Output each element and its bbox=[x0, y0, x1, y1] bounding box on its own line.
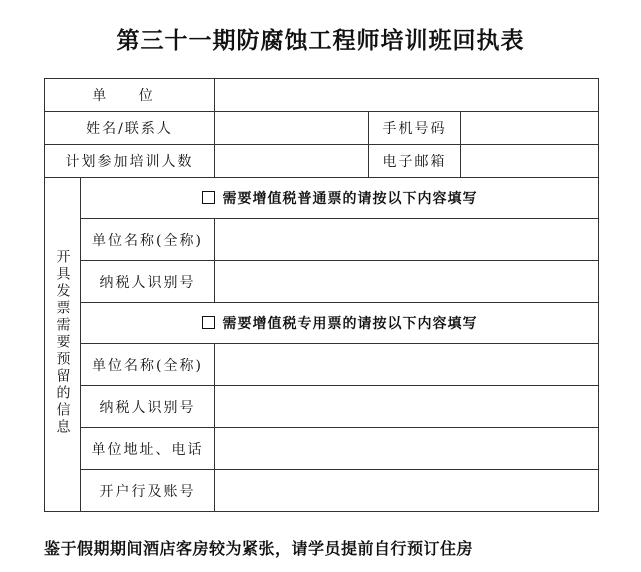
special-address-phone-input-cell[interactable] bbox=[215, 428, 599, 470]
general-invoice-heading-text: 需要增值税普通票的请按以下内容填写 bbox=[222, 191, 478, 207]
trainee-count-input-cell[interactable] bbox=[215, 145, 369, 178]
special-bank-account-input-cell[interactable] bbox=[215, 470, 599, 512]
general-taxpayer-id-input-cell[interactable] bbox=[215, 261, 599, 303]
name-contact-input-cell[interactable] bbox=[215, 112, 369, 145]
special-taxpayer-id-input-cell[interactable] bbox=[215, 386, 599, 428]
special-company-name-label: 单位名称(全称) bbox=[81, 344, 215, 386]
special-bank-account-label: 开户行及账号 bbox=[81, 470, 215, 512]
special-invoice-heading bbox=[81, 303, 599, 344]
footer-note: 鉴于假期期间酒店客房较为紧张，请学员提前自行预订住房 bbox=[44, 539, 474, 558]
mobile-input-cell[interactable] bbox=[461, 112, 599, 145]
unit-input-cell[interactable] bbox=[215, 79, 599, 112]
receipt-form-table bbox=[44, 78, 599, 512]
email-label: 电子邮箱 bbox=[369, 145, 461, 178]
general-company-name-label: 单位名称(全称) bbox=[81, 219, 215, 261]
general-taxpayer-id-label: 纳税人识别号 bbox=[81, 261, 215, 303]
email-input-cell[interactable] bbox=[461, 145, 599, 178]
row-trainee-count bbox=[45, 145, 599, 178]
special-taxpayer-id-label: 纳税人识别号 bbox=[81, 386, 215, 428]
row-unit bbox=[45, 79, 599, 112]
invoice-section-label-cell bbox=[45, 178, 81, 512]
trainee-count-label: 计划参加培训人数 bbox=[45, 145, 215, 178]
general-invoice-heading bbox=[81, 178, 599, 219]
row-general-invoice-heading bbox=[45, 178, 599, 219]
row-name-contact bbox=[45, 112, 599, 145]
special-company-name-input-cell[interactable] bbox=[215, 344, 599, 386]
special-address-phone-label: 单位地址、电话 bbox=[81, 428, 215, 470]
row-special-company-name bbox=[45, 344, 599, 386]
row-special-taxpayer-id bbox=[45, 386, 599, 428]
general-company-name-input-cell[interactable] bbox=[215, 219, 599, 261]
general-invoice-checkbox[interactable] bbox=[202, 191, 215, 204]
unit-label: 单 位 bbox=[45, 79, 215, 112]
name-contact-label: 姓名/联系人 bbox=[45, 112, 215, 145]
special-invoice-checkbox[interactable] bbox=[202, 316, 215, 329]
special-invoice-heading-text: 需要增值税专用票的请按以下内容填写 bbox=[222, 316, 478, 332]
form-title: 第三十一期防腐蚀工程师培训班回执表 bbox=[116, 28, 525, 54]
row-general-taxpayer-id bbox=[45, 261, 599, 303]
row-special-bank-account bbox=[45, 470, 599, 512]
row-special-invoice-heading bbox=[45, 303, 599, 344]
invoice-section-label: 开具发票需要预留的信息 bbox=[54, 249, 71, 436]
mobile-label: 手机号码 bbox=[369, 112, 461, 145]
row-special-address-phone bbox=[45, 428, 599, 470]
row-general-company-name bbox=[45, 219, 599, 261]
